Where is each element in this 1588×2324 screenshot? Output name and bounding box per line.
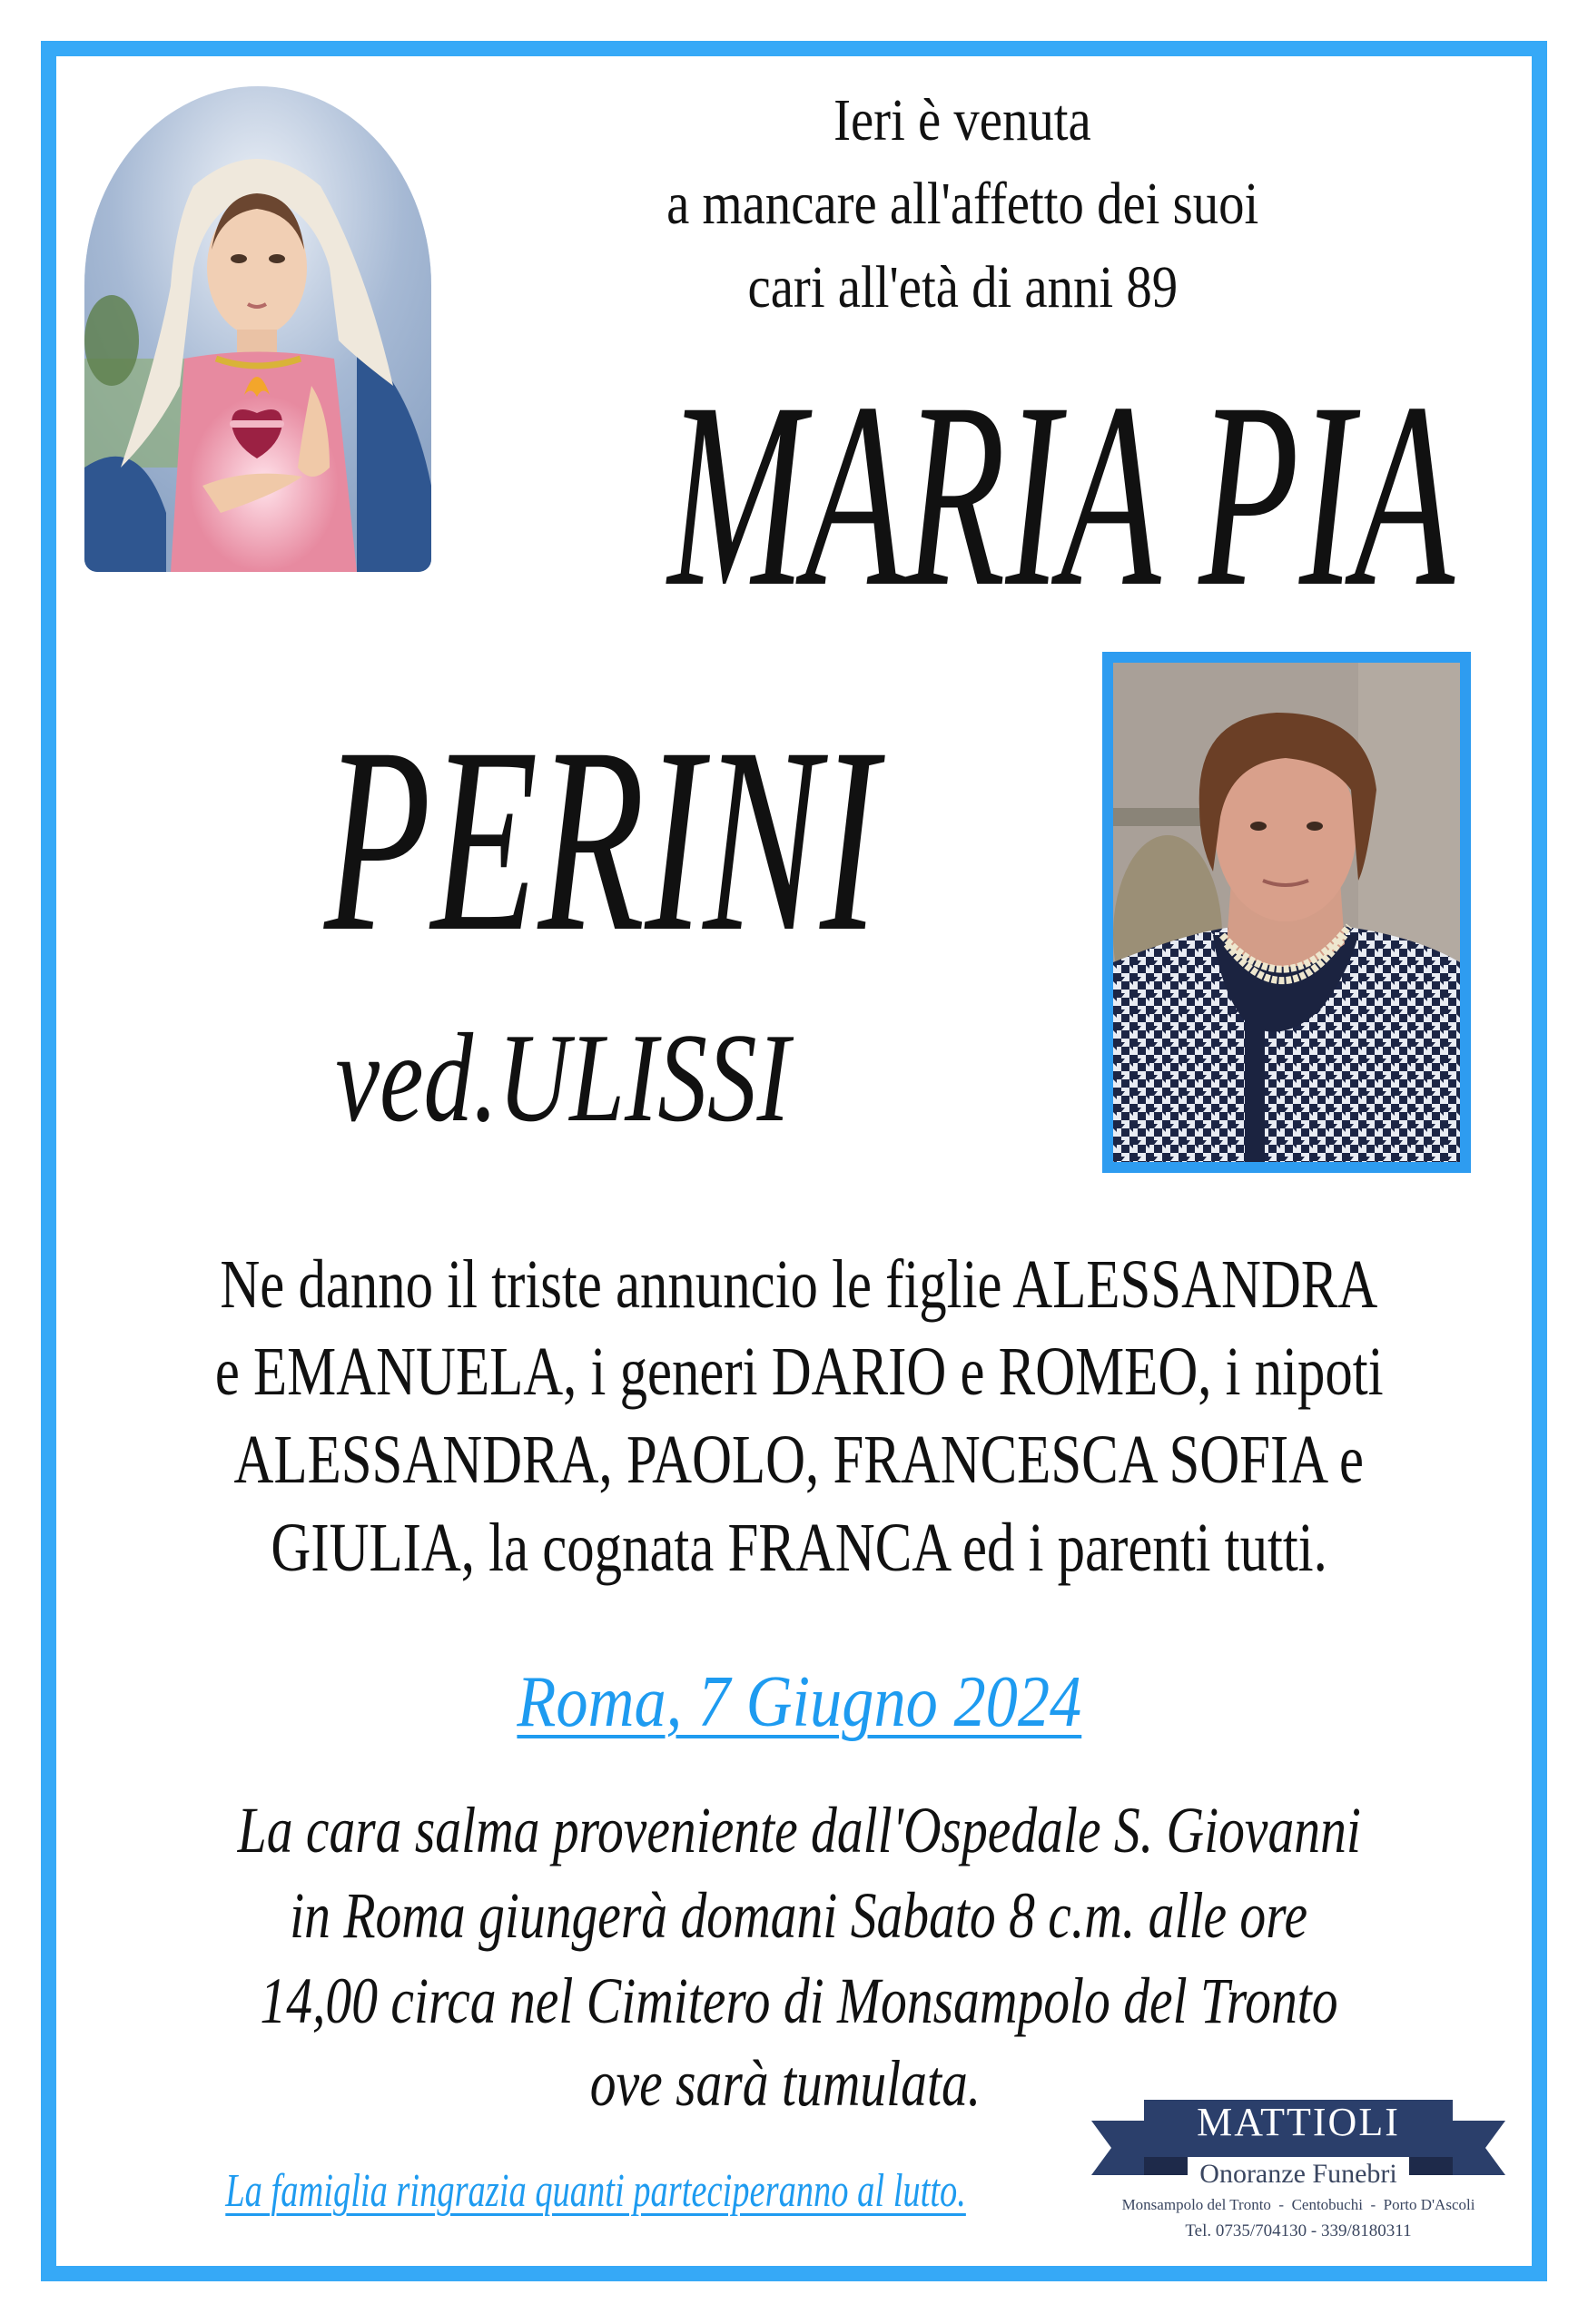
burial-line-3: 14,00 circa nel Cimitero di Monsampolo del Tronto	[260, 1965, 1338, 2037]
funeral-home-subtitle: Onoranze Funebri	[1199, 2159, 1397, 2189]
intro-line-3: cari all'età di anni 89	[747, 254, 1178, 320]
funeral-home-locations: Monsampolo del Tronto - Centobuchi - Porto D'Ascoli	[1121, 2196, 1475, 2213]
funeral-home-phone: Tel. 0735/704130 - 339/8180311	[1185, 2221, 1412, 2240]
last-name: PERINI	[324, 694, 879, 987]
announcement-line-4: GIULIA, la cognata FRANCA ed i parenti tutti.	[271, 1510, 1327, 1586]
burial-line-4: ove sarà tumulata.	[589, 2047, 981, 2120]
portrait-photo	[1102, 652, 1471, 1173]
funeral-home-logo	[1080, 2088, 1516, 2251]
portrait-icon	[1113, 663, 1460, 1162]
announcement-line-2: e EMANUELA, i generi DARIO e ROMEO, i nipoti	[214, 1334, 1384, 1410]
holy-image	[84, 86, 431, 572]
date-place: Roma, 7 Giugno 2024	[517, 1662, 1081, 1742]
burial-line-2: in Roma giungerà domani Sabato 8 c.m. alle ore	[290, 1879, 1308, 1952]
widow-of: ved.ULISSI	[335, 1008, 791, 1148]
first-name: MARIA PIA	[667, 349, 1455, 642]
burial-line-1: La cara salma proveniente dall'Ospedale S. Giovanni	[237, 1794, 1361, 1866]
announcement-line-3: ALESSANDRA, PAOLO, FRANCESCA SOFIA e	[233, 1422, 1365, 1498]
virgin-mary-icon	[84, 86, 431, 572]
funeral-home-brand: MATTIOLI	[1197, 2100, 1400, 2144]
announcement-line-1: Ne danno il triste annuncio le figlie ALESSANDRA	[220, 1246, 1378, 1323]
intro-line-1: Ieri è venuta	[833, 87, 1091, 153]
thanks-note: La famiglia ringrazia quanti parteciperanno al lutto.	[225, 2165, 966, 2217]
intro-line-2: a mancare all'affetto dei suoi	[666, 171, 1259, 237]
